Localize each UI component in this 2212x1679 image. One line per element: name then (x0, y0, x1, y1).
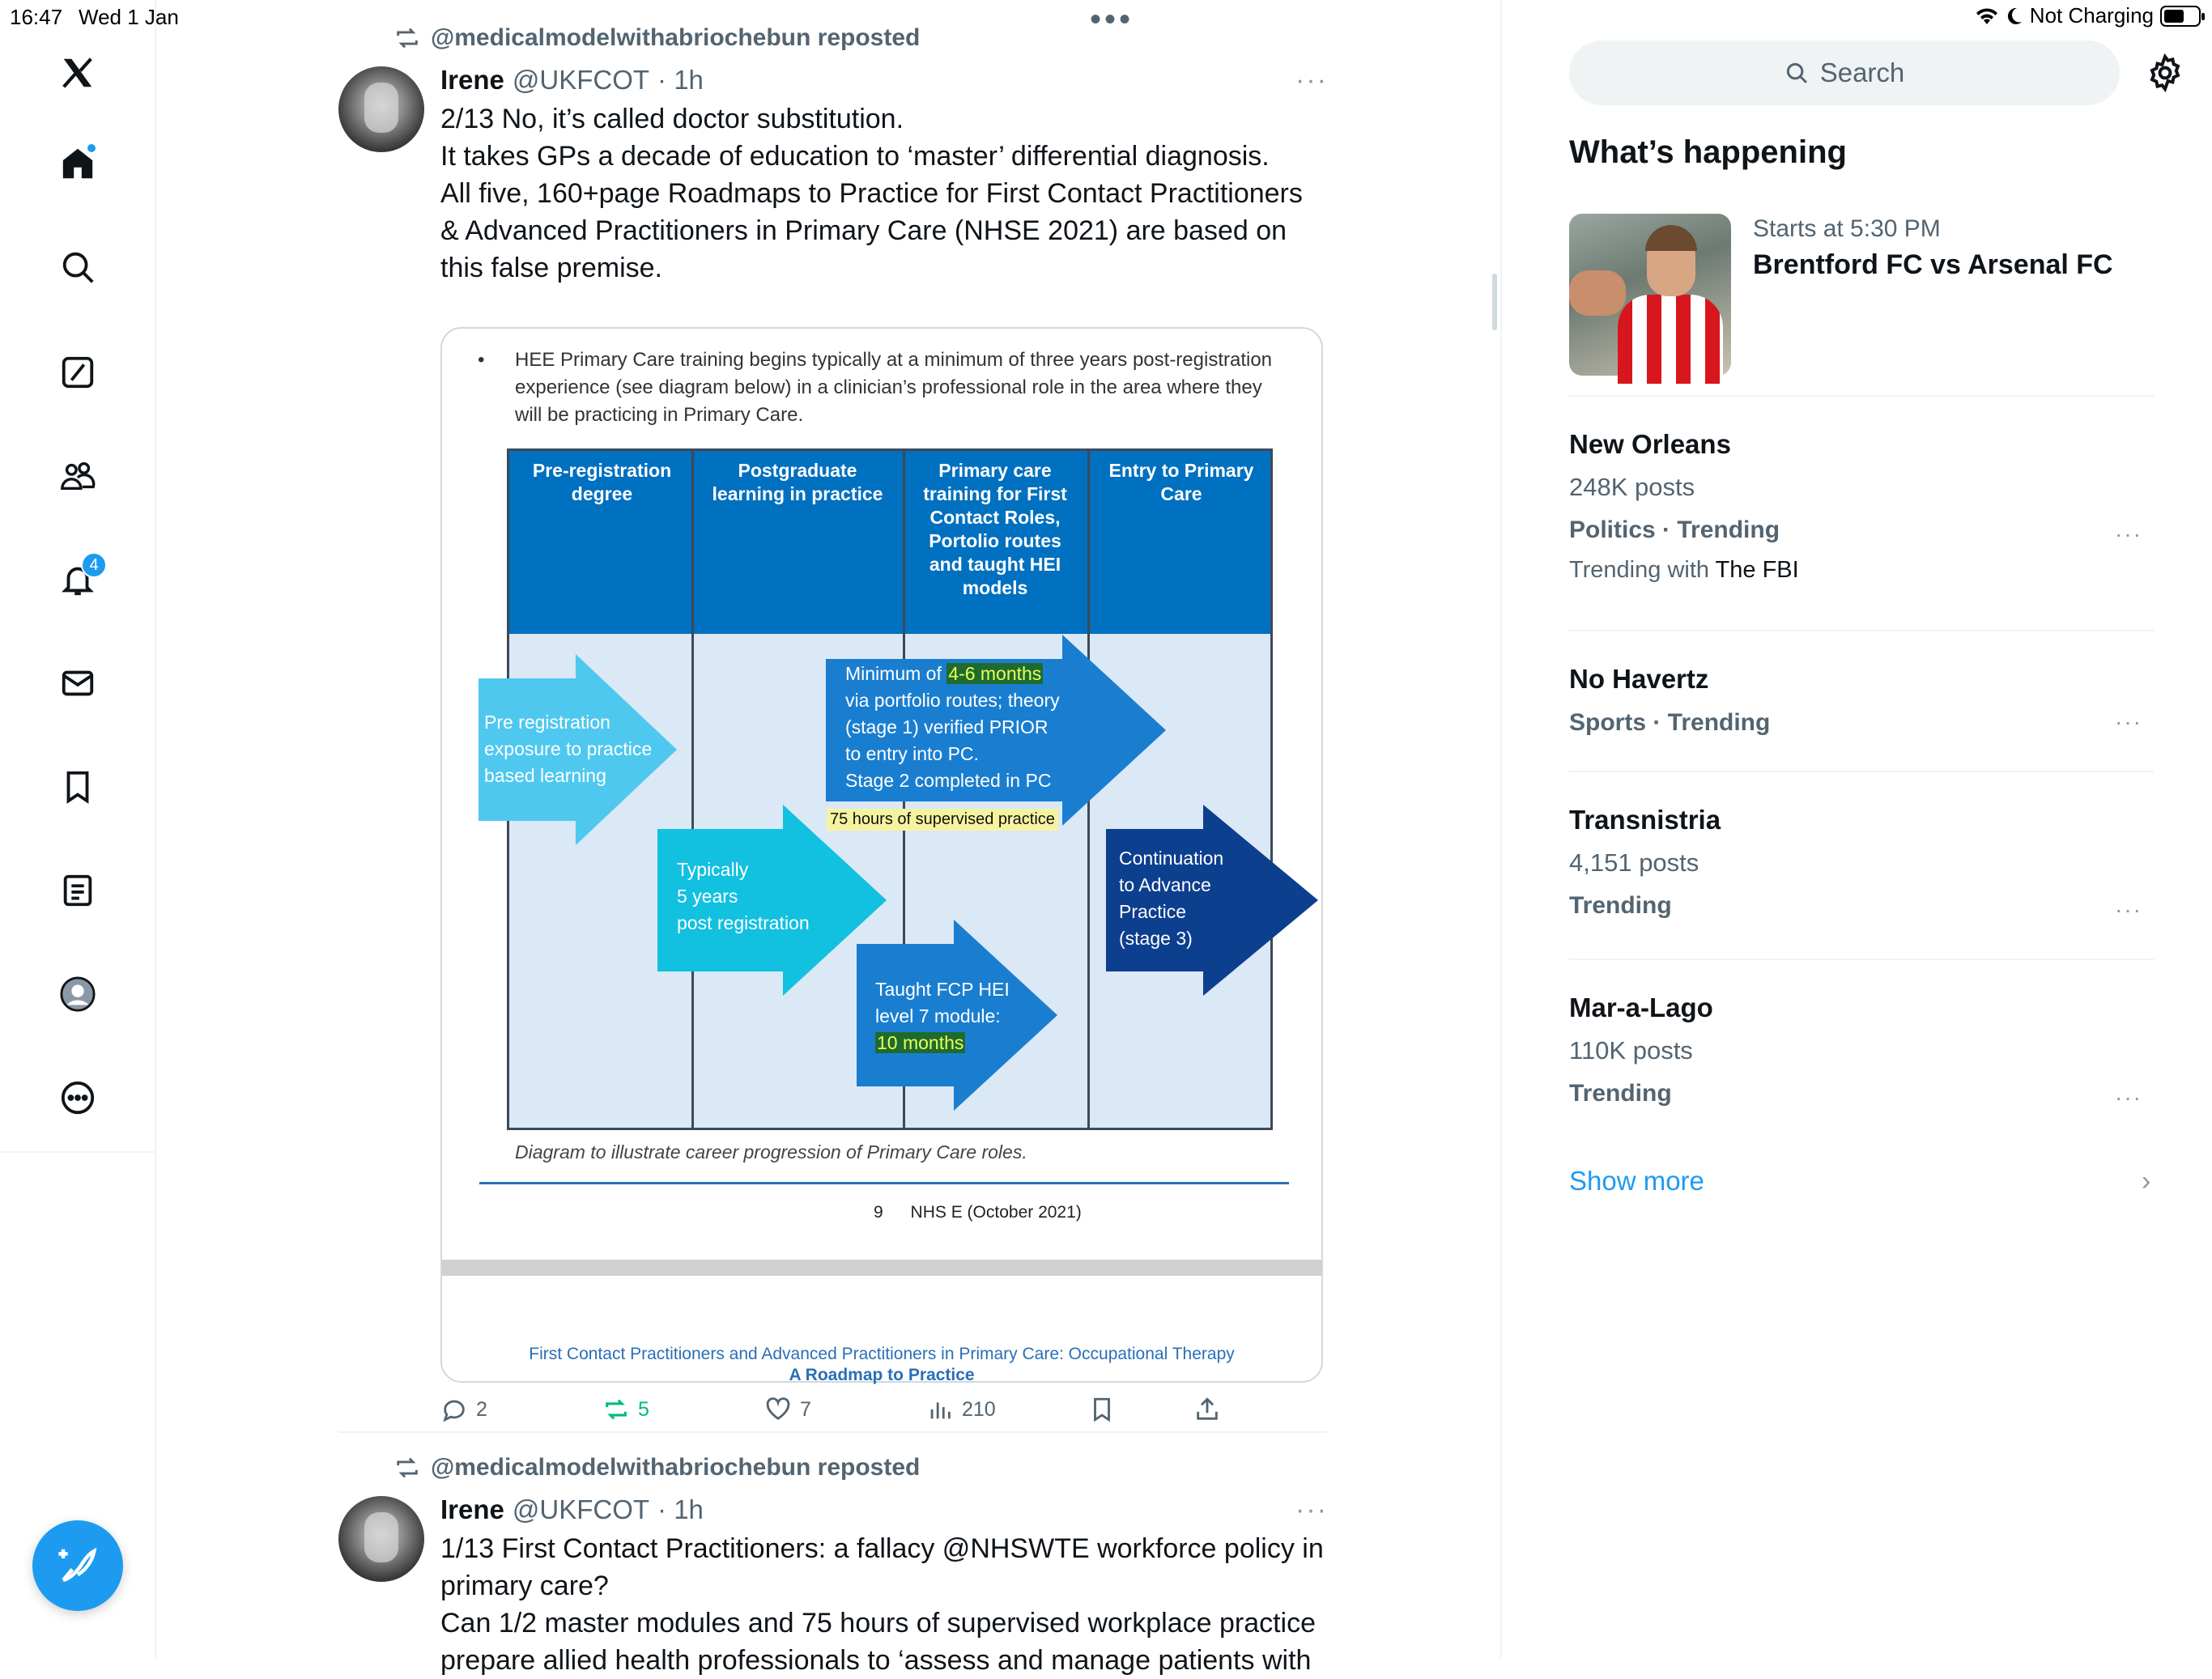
trend-category: Sports · Trending (1569, 709, 1771, 736)
search-input[interactable] (1569, 40, 2120, 105)
tweet-text-line: this false premise. (440, 253, 662, 283)
sidebar-separator (1569, 959, 2154, 960)
views-icon (926, 1396, 954, 1423)
repost-icon (393, 1454, 421, 1481)
author-handle[interactable]: @UKFCOT (512, 65, 650, 95)
repost-button[interactable] (602, 1396, 649, 1423)
x-logo-icon[interactable] (53, 49, 102, 97)
like-count: 7 (800, 1397, 811, 1421)
compose-icon (56, 1544, 100, 1588)
arrow-typically-label: Typically 5 years post registration (677, 859, 810, 933)
reply-icon (440, 1396, 468, 1423)
doc-bullet: • HEE Primary Care training begins typically at a minimum of three years post-registration experience (see diagram below) in a clinician’s professional role in the area where they will be practicing in Primary Care. (479, 346, 1281, 429)
views-button[interactable] (926, 1396, 996, 1423)
sidebar-separator (1569, 771, 2154, 772)
trend-more-button[interactable]: ··· (2115, 709, 2142, 734)
heart-icon (764, 1396, 792, 1423)
trend-category: Trending (1569, 892, 1672, 919)
page-break-band (442, 1260, 1321, 1276)
tweet-text-line: & Advanced Practitioners in Primary Care (NHSE 2021) are based on (440, 215, 1287, 246)
views-count: 210 (962, 1397, 996, 1421)
trend-item[interactable] (1569, 429, 2154, 584)
bookmark-button[interactable] (1088, 1396, 1116, 1423)
chevron-right-icon: › (2142, 1166, 2151, 1197)
supervised-practice-note: 75 hours of supervised practice (827, 809, 1058, 831)
repost-icon (393, 24, 421, 52)
trend-title: New Orleans (1569, 429, 1731, 459)
bookmarks-icon[interactable] (53, 763, 102, 811)
tweet-text-line: prepare allied health professionals to ‘assess and manage patients with (440, 1645, 1312, 1676)
lists-icon[interactable] (53, 866, 102, 915)
header-postgraduate: Postgraduate learning in practice (712, 460, 883, 504)
share-icon (1193, 1396, 1221, 1423)
doc-footnote (874, 1203, 1082, 1222)
tweet-separator (338, 1431, 1328, 1433)
share-button[interactable] (1193, 1396, 1221, 1423)
author-handle[interactable]: @UKFCOT (512, 1494, 650, 1524)
author-name[interactable]: Irene (440, 1494, 504, 1524)
explore-icon[interactable] (53, 243, 102, 291)
trend-category: Trending (1569, 1080, 1672, 1107)
event-title[interactable]: Brentford FC vs Arsenal FC (1753, 249, 2113, 280)
reply-button[interactable] (440, 1396, 487, 1423)
tweet-text-line: It takes GPs a decade of education to ‘master’ differential diagnosis. (440, 141, 1270, 172)
column-divider (691, 451, 694, 1128)
highlight-4-6-months: 4-6 months (948, 663, 1042, 684)
tweet-time[interactable]: · 1h (657, 65, 704, 95)
trend-posts: 110K posts (1569, 1036, 1693, 1065)
tweet-text (440, 1530, 1331, 1679)
reply-count: 2 (476, 1397, 487, 1421)
diagram-caption: Diagram to illustrate career progression of Primary Care roles. (515, 1141, 1027, 1163)
event-time: Starts at 5:30 PM (1753, 215, 1941, 242)
status-time: 16:47 (10, 5, 63, 29)
header-pre-registration: Pre-registration degree (532, 460, 672, 504)
repost-by[interactable]: @medicalmodelwithabriochebun reposted (431, 1454, 921, 1481)
tweet-header (440, 1494, 704, 1525)
repost-count: 5 (638, 1397, 649, 1421)
arrow-pre-registration-label: Pre registration exposure to practice based learning (484, 712, 653, 786)
trend-title: Transnistria (1569, 805, 1721, 835)
trend-title: No Havertz (1569, 664, 1709, 694)
doc-footer-line1: First Contact Practitioners and Advanced Practitioners in Primary Care: Occupational Therapy (529, 1345, 1235, 1363)
tweet-text-line: Can 1/2 master modules and 75 hours of supervised workplace practice (440, 1608, 1317, 1639)
trend-item[interactable] (1569, 664, 2154, 737)
trend-posts: 248K posts (1569, 473, 1695, 501)
sidebar-separator (1569, 395, 2154, 397)
page-number: 9 (874, 1203, 883, 1222)
trend-more-button[interactable]: ··· (2115, 897, 2142, 922)
tweet-time[interactable]: · 1h (657, 1494, 704, 1524)
status-date: Wed 1 Jan (79, 5, 179, 29)
communities-icon[interactable] (53, 452, 102, 500)
more-icon[interactable] (53, 1073, 102, 1122)
right-sidebar (1502, 0, 2212, 1658)
event-image[interactable] (1569, 214, 1731, 376)
sidebar-separator (1569, 630, 2154, 631)
home-unread-dot (86, 142, 97, 154)
arrow-minimum-label: Minimum of 4-6 months via portfolio routes; theory (stage 1) verified PRIOR to entry into PC. Stage 2 completed in PC (845, 663, 1060, 791)
tweet-text-line: 1/13 First Contact Practitioners: a fallacy @NHSWTE workforce policy in (440, 1533, 1324, 1564)
arrow-continuation-label: Continuation to Advance Practice (stage 3) (1119, 848, 1224, 949)
repost-indicator (338, 24, 920, 52)
notifications-icon[interactable] (53, 555, 102, 604)
charging-status: Not Charging (2029, 3, 2154, 28)
profile-icon[interactable] (53, 970, 102, 1018)
search-icon (1784, 61, 1809, 85)
whats-happening-title: What’s happening (1569, 134, 1847, 170)
header-primary-care-training: Primary care training for First Contact Roles, Portolio routes and taught HEI models (923, 460, 1067, 598)
tweet-text-line: primary care? (440, 1571, 609, 1601)
tweet-more-button[interactable]: ··· (1295, 65, 1328, 96)
home-icon[interactable] (53, 139, 102, 188)
trend-title: Mar-a-Lago (1569, 993, 1713, 1022)
scrollbar[interactable] (1492, 274, 1497, 330)
grok-icon[interactable] (53, 348, 102, 397)
trend-more-button[interactable]: ··· (2115, 1085, 2142, 1110)
avatar[interactable] (338, 1496, 424, 1582)
doc-bullet-text: HEE Primary Care training begins typically at a minimum of three years post-registration experience (see diagram below) in a clinician’s professional role in the area where they will be practicing in Primary Care. (515, 349, 1273, 426)
repost-indicator (338, 1454, 920, 1481)
show-more-link[interactable]: Show more (1569, 1166, 1704, 1196)
trend-more-button[interactable]: ··· (2115, 521, 2142, 546)
doc-footer (442, 1344, 1321, 1386)
trend-item[interactable] (1569, 993, 2154, 1110)
arrow-taught-label: Taught FCP HEI level 7 module: 10 months (875, 979, 1010, 1053)
trend-with: Trending with The FBI (1569, 557, 1799, 583)
caption-rule (479, 1182, 1289, 1184)
compose-button[interactable] (32, 1520, 123, 1611)
avatar[interactable] (338, 66, 424, 152)
search-placeholder: Search (1819, 57, 1905, 87)
top-more-dots[interactable]: ••• (1090, 2, 1134, 37)
trend-category: Politics · Trending (1569, 516, 1780, 543)
repost-by[interactable]: @medicalmodelwithabriochebun reposted (431, 24, 921, 51)
repost-icon (602, 1396, 630, 1423)
gear-icon[interactable] (2146, 53, 2184, 92)
bookmark-icon (1088, 1396, 1116, 1423)
left-nav (0, 0, 156, 1658)
nav-divider (0, 1151, 156, 1153)
trend-posts: 4,151 posts (1569, 848, 1699, 877)
header-entry-primary-care: Entry to Primary Care (1108, 460, 1254, 504)
tweet-media[interactable] (440, 327, 1323, 1383)
tweet-text (440, 100, 1331, 287)
messages-icon[interactable] (53, 659, 102, 708)
like-button[interactable] (764, 1396, 811, 1423)
doc-source: NHS E (October 2021) (910, 1203, 1082, 1222)
tweet-actions (440, 1396, 1323, 1436)
tweet-more-button[interactable]: ··· (1295, 1494, 1328, 1525)
doc-footer-line2: A Roadmap to Practice (789, 1366, 975, 1384)
tweet-text-line: 2/13 No, it’s called doctor substitution. (440, 104, 904, 134)
highlight-10-months: 10 months (877, 1032, 964, 1053)
notifications-badge: 4 (81, 552, 107, 578)
tweet-text-line: All five, 160+page Roadmaps to Practice for First Contact Practitioners (440, 178, 1303, 209)
tweet-header (440, 65, 704, 96)
author-name[interactable]: Irene (440, 65, 504, 95)
timeline (156, 0, 1502, 1676)
trend-item[interactable] (1569, 805, 2154, 920)
